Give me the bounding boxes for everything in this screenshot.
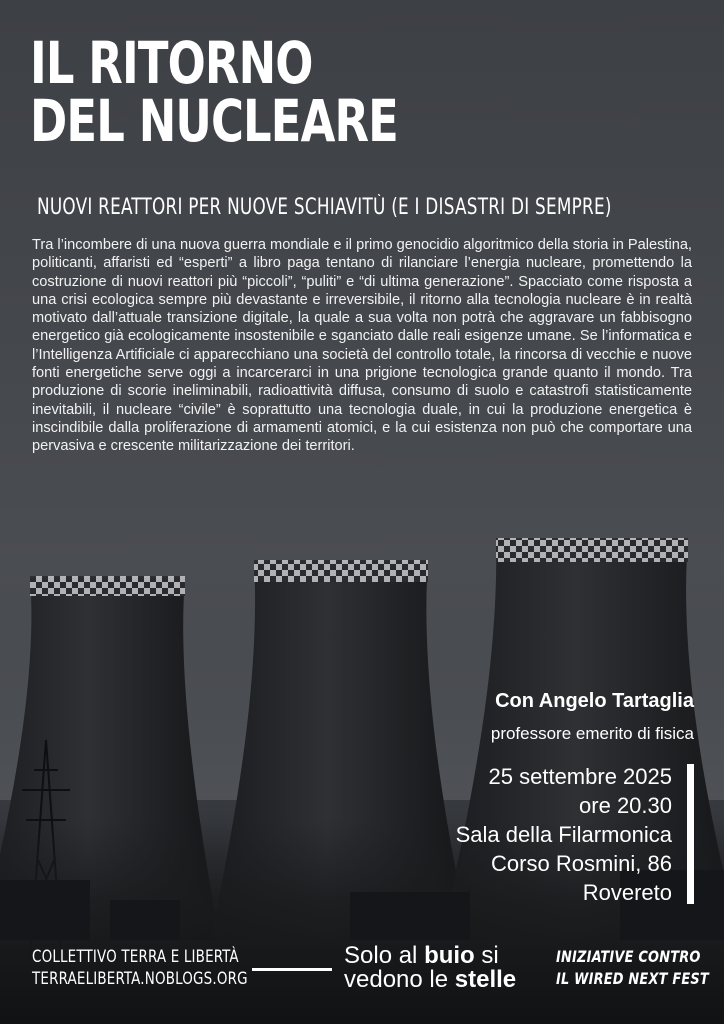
event-address: Corso Rosmini, 86 bbox=[491, 851, 672, 876]
slogan-text: Solo al bbox=[344, 942, 425, 969]
organizer-name: COLLETTIVO TERRA E LIBERTÀ bbox=[32, 947, 239, 967]
organizer-website: TERRAELIBERTA.NOBLOGS.ORG bbox=[32, 969, 248, 989]
title-line-1: IL RITORNO bbox=[30, 29, 313, 97]
slogan-text: si bbox=[474, 942, 499, 969]
initiative-block bbox=[556, 946, 709, 990]
event-time: ore 20.30 bbox=[579, 793, 672, 818]
organizer-block bbox=[32, 946, 248, 990]
event-venue: Sala della Filarmonica bbox=[455, 822, 672, 847]
body-paragraph: Tra l’incombere di una nuova guerra mondiale e il primo genocidio algoritmico della storia in Palestina, politicanti, affaristi ed “esperti” a libro paga tentano di rilanciare l’energia nucleare, promettendo la costruzione di nuovi reattori più “piccoli”, “puliti” e “di ultima generazione”. Spacciato come risposta a una crisi ecologica sempre più devastante e irreversibile, il ritorno alla tecnologia nucleare è in realtà motivato dall’attuale transizione digitale, la quale a sua volta non potrà che aggravare un fabbisogno energetico già ecologicamente insostenibile e sganciato dalle reali esigenze umane. Se l’informatica e l’Intelligenza Artificiale ci apparecchiano una società del controllo totale, la rincorsa di vecchie e nuove fonti energetiche serve oggi a incarcerarci in una prigione tecnologica grande quanto il mondo. Tra produzione di scorie ineliminabili, radioattività diffusa, consumo di suolo e catastrofi statisticamente inevitabili, il nucleare “civile” è soprattutto una tecnologia duale, in cui la produzione energetica è inscindibile dalla proliferazione di armamenti atomici, e la cui esistenza non può che comportare una pervasiva e crescente militarizzazione dei territori. bbox=[32, 237, 692, 455]
slogan-bold: stelle bbox=[454, 966, 517, 993]
slogan-line-1 bbox=[344, 944, 516, 968]
event-details-lines bbox=[372, 762, 672, 907]
slogan-text: vedono le bbox=[344, 966, 455, 993]
slogan bbox=[344, 944, 516, 992]
title-line-2: DEL NUCLEARE bbox=[30, 87, 398, 155]
speaker-name: Con Angelo Tartaglia bbox=[495, 690, 694, 712]
slogan-bold: buio bbox=[424, 942, 475, 969]
slogan-line-2 bbox=[344, 968, 516, 992]
event-date: 25 settembre 2025 bbox=[488, 764, 672, 789]
event-city: Rovereto bbox=[582, 880, 672, 905]
vertical-divider bbox=[687, 764, 694, 904]
initiative-line-2: IL WIRED NEXT FEST bbox=[556, 969, 709, 988]
speaker-block bbox=[364, 688, 694, 746]
poster-title bbox=[30, 29, 398, 155]
speaker-role: professore emerito di fisica bbox=[490, 724, 694, 743]
initiative-line-1: INIZIATIVE CONTRO bbox=[556, 947, 701, 966]
poster-subtitle: NUOVI REATTORI PER NUOVE SCHIAVITÙ (E I DISASTRI DI SEMPRE) bbox=[37, 195, 612, 220]
horizontal-divider bbox=[252, 968, 332, 971]
